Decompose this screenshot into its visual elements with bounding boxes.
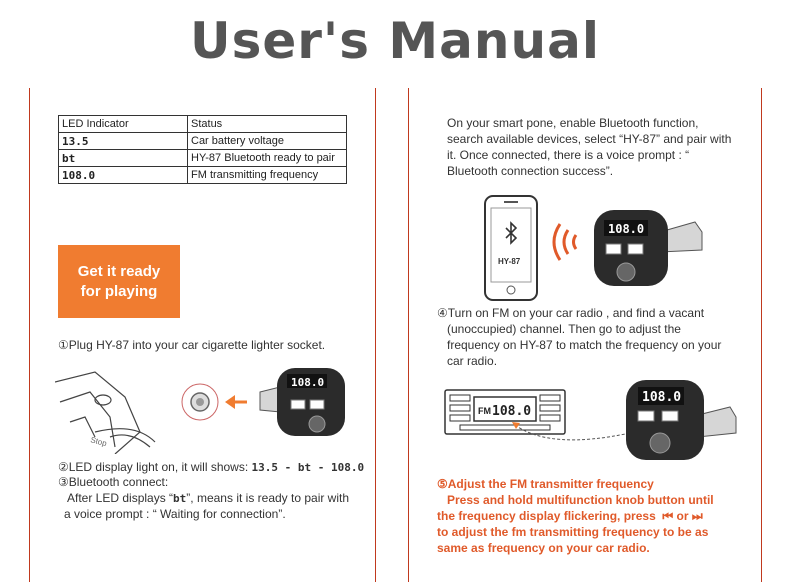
- step3-text: ”, means it is ready to pair with: [186, 491, 350, 505]
- led-indicator-table: [58, 115, 347, 184]
- step5-paragraph: [437, 476, 714, 556]
- step5-line-with-controls: [437, 508, 714, 524]
- table-row: [59, 133, 347, 150]
- step4-line: ④Turn on FM on your car radio , and find a vacant: [437, 306, 705, 320]
- intro-line: On your smart pone, enable Bluetooth function,: [447, 116, 699, 130]
- step3-line: [67, 490, 349, 507]
- status-cell: Car battery voltage: [188, 133, 347, 150]
- radio-fm-label: FM: [478, 406, 491, 416]
- step3-line: a voice prompt : “ Waiting for connection”.: [64, 507, 286, 521]
- console-label: Stop: [89, 435, 108, 449]
- step4-line: frequency on HY-87 to match the frequency on your: [447, 338, 722, 352]
- phone-label: HY-87: [498, 257, 521, 266]
- led-code-cell: bt: [59, 150, 188, 167]
- badge-line: for playing: [80, 282, 158, 300]
- device-display: 108.0: [608, 222, 645, 236]
- step4-line: (unoccupied) channel. Then go to adjust the: [447, 322, 681, 336]
- step1-text: ①Plug HY-87 into your car cigarette lighter socket.: [58, 338, 326, 352]
- table-header-cell: Status: [188, 116, 347, 133]
- status-cell: FM transmitting frequency: [188, 167, 347, 184]
- plug-in-illustration: [55, 362, 365, 454]
- led-code-cell: 13.5: [59, 133, 188, 150]
- intro-line: it. Once connected, there is a voice prompt : “: [447, 148, 690, 162]
- table-row: [59, 150, 347, 167]
- prev-next-controls: ⏮ or ⏭: [662, 509, 703, 523]
- step5-line: the frequency display flickering, press: [437, 509, 656, 523]
- badge-line: Get it ready: [77, 262, 161, 280]
- step3-code: bt: [173, 492, 187, 505]
- table-header-cell: LED Indicator: [59, 116, 188, 133]
- step4-paragraph: [437, 305, 721, 369]
- intro-paragraph: [447, 115, 731, 179]
- arrow-icon: [225, 395, 247, 409]
- car-radio-illustration: [440, 375, 740, 470]
- step5-line: Press and hold multifunction knob button until: [447, 493, 714, 507]
- device-display: 108.0: [642, 390, 682, 405]
- table-row: [59, 167, 347, 184]
- intro-line: Bluetooth connection success”.: [447, 164, 614, 178]
- step5-line: same as frequency on your car radio.: [437, 541, 650, 555]
- step2-codes: 13.5 - bt - 108.0: [251, 461, 365, 474]
- page-title: User's Manual: [190, 12, 600, 70]
- step2-label: ②LED display light on, it will shows:: [58, 460, 252, 474]
- status-cell: HY-87 Bluetooth ready to pair: [188, 150, 347, 167]
- intro-line: search available devices, select “HY-87” and pair with: [447, 132, 732, 146]
- bluetooth-pairing-illustration: [480, 192, 740, 304]
- smartphone-drawing: [485, 196, 537, 300]
- step5-line: to adjust the fm transmitting frequency to be as: [437, 525, 709, 539]
- led-code-cell: 108.0: [59, 167, 188, 184]
- step3-text: After LED displays “: [67, 491, 174, 505]
- signal-waves-icon: [554, 224, 576, 260]
- get-ready-badge: [58, 245, 180, 318]
- step4-line: car radio.: [447, 354, 498, 368]
- step3-title: ③Bluetooth connect:: [58, 475, 169, 489]
- lighter-socket-drawing: [182, 384, 218, 420]
- radio-display: 108.0: [492, 404, 532, 419]
- table-header-row: [59, 116, 347, 133]
- step5-title: ⑤Adjust the FM transmitter frequency: [437, 477, 654, 491]
- device-display: 108.0: [291, 376, 325, 389]
